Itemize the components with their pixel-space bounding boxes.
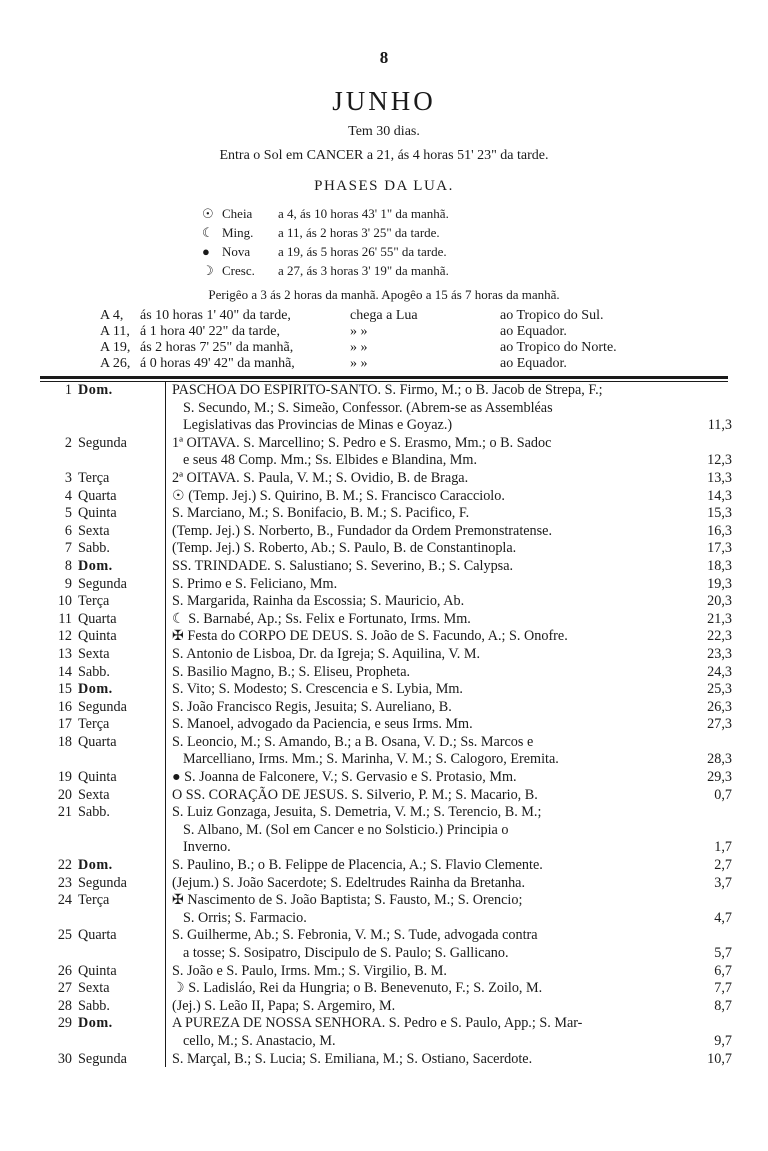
sun-entry: Entra o Sol em CANCER a 21, ás 4 horas 51' 23" da tarde. (219, 148, 549, 163)
calendar-row (40, 857, 730, 875)
phase-time: a 19, ás 5 horas 26' 55" da tarde. (278, 244, 447, 259)
calendar-row (40, 382, 730, 435)
weekday: Quarta (78, 487, 117, 504)
weekday: Segunda (78, 434, 127, 451)
feast-text: (Temp. Jej.) S. Norberto, B., Fundador da Ordem Premonstratense. (172, 522, 553, 539)
day-number: 11 (58, 610, 72, 627)
feast-text: S. Vito; S. Modesto; S. Crescencia e S. Lybia, Mm. (172, 681, 463, 698)
moon-age: 23,3 (707, 645, 732, 662)
feast-text: PASCHOA DO ESPIRITO-SANTO. S. Firmo, M.; o B. Jacob de Strepa, F.; (172, 382, 603, 398)
tropic-row: A 19, ás 2 horas 7' 25" da manhã, » » ao Tropico do Norte. (100, 340, 617, 355)
day-number: 1 (64, 382, 72, 398)
calendar-row (40, 734, 730, 769)
moon-age: 24,3 (707, 663, 732, 680)
day-number: 20 (57, 786, 72, 803)
calendar-row (40, 505, 730, 523)
feast-text: S. Paulino, B.; o B. Felippe de Placencia, A.; S. Flavio Clemente. (172, 857, 543, 874)
weekday: Sexta (78, 786, 110, 803)
feast-text: S. Marciano, M.; S. Bonifacio, B. M.; S. Pacifico, F. (172, 505, 470, 522)
feast-text: O SS. CORAÇÃO DE JESUS. S. Silverio, P. M.; S. Macario, B. (172, 786, 538, 803)
weekday: Quarta (78, 610, 117, 627)
calendar-row (40, 875, 730, 893)
moon-age: 25,3 (707, 681, 732, 698)
feast-text: S. Secundo, M.; S. Simeão, Confessor. (Abrem-se as Assembléas (183, 399, 553, 416)
day-number: 18 (57, 733, 72, 750)
feast-text: cello, M.; S. Anastacio, M. (183, 1032, 336, 1049)
new-moon-icon: ● (202, 244, 210, 259)
day-number: 3 (64, 469, 72, 486)
feast-text: ✠ Nascimento de S. João Baptista; S. Fausto, M.; S. Orencio; (172, 892, 523, 909)
feast-text: S. Manoel, advogado da Paciencia, e seus Irms. Mm. (172, 716, 473, 733)
calendar-row (40, 611, 730, 629)
feast-text: S. João Francisco Regis, Jesuita; S. Aureliano, B. (172, 698, 452, 715)
calendar-row (40, 576, 730, 594)
moon-age: 29,3 (707, 769, 732, 786)
phase-name: Cheia (222, 206, 253, 221)
feast-text: ✠ Festa do CORPO DE DEUS. S. João de S. Facundo, A.; S. Onofre. (172, 628, 568, 645)
moon-age: 4,7 (714, 909, 732, 926)
day-number: 25 (57, 927, 72, 944)
calendar-row (40, 998, 730, 1016)
calendar-row (40, 892, 730, 927)
weekday: Sabb. (78, 997, 110, 1014)
moon-age: 8,7 (714, 997, 732, 1014)
moon-age: 7,7 (714, 980, 732, 997)
calendar-row (40, 716, 730, 734)
days-count: Tem 30 dias. (348, 124, 420, 139)
feast-text: Legislativas das Provincias de Minas e Goyaz.) (183, 417, 453, 434)
weekday: Quinta (78, 505, 117, 522)
feast-text: ☾ S. Barnabé, Ap.; Ss. Felix e Fortunato, Irms. Mm. (172, 610, 471, 627)
moon-age: 3,7 (714, 874, 732, 891)
calendar-row (40, 593, 730, 611)
weekday: Terça (78, 892, 110, 909)
feast-text: S. Leoncio, M.; S. Amando, B.; a B. Osana, V. D.; Ss. Marcos e (172, 733, 534, 750)
feast-text: S. Albano, M. (Sol em Cancer e no Solsticio.) Principia o (183, 821, 509, 838)
day-number: 7 (64, 540, 72, 557)
weekday: Dom. (78, 857, 113, 874)
feast-text: A PUREZA DE NOSSA SENHORA. S. Pedro e S. Paulo, App.; S. Mar- (172, 1015, 583, 1032)
phase-time: a 4, ás 10 horas 43' 1" da manhã. (278, 206, 449, 221)
weekday: Terça (78, 593, 110, 610)
calendar-row (40, 470, 730, 488)
moon-age: 1,7 (714, 839, 732, 856)
day-number: 29 (57, 1015, 72, 1032)
day-number: 5 (64, 505, 72, 522)
feast-text: (Jejum.) S. João Sacerdote; S. Edeltrudes Rainha da Bretanha. (172, 874, 526, 891)
day-number: 4 (64, 487, 72, 504)
weekday: Sabb. (78, 804, 110, 821)
phase-time: a 27, ás 3 horas 3' 19" da manhã. (278, 263, 449, 278)
weekday: Dom. (78, 557, 113, 574)
feast-text: S. Luiz Gonzaga, Jesuita, S. Demetria, V. M.; S. Terencio, B. M.; (172, 804, 542, 821)
day-number: 16 (57, 698, 72, 715)
day-number: 6 (64, 522, 72, 539)
moon-age: 21,3 (707, 610, 732, 627)
weekday: Sabb. (78, 663, 110, 680)
calendar-row (40, 1051, 730, 1069)
feast-text: 1ª OITAVA. S. Marcellino; S. Pedro e S. Erasmo, Mm.; o B. Sadoc (172, 434, 552, 451)
calendar-row (40, 1015, 730, 1050)
moon-age: 0,7 (714, 786, 732, 803)
day-number: 9 (64, 575, 72, 592)
moon-age: 2,7 (714, 857, 732, 874)
phases-title: PHASES DA LUA. (314, 178, 454, 194)
calendar-row (40, 787, 730, 805)
calendar-row (40, 540, 730, 558)
feast-text: S. Basilio Magno, B.; S. Eliseu, Propheta. (172, 663, 411, 680)
day-number: 2 (64, 434, 72, 451)
weekday: Terça (78, 469, 110, 486)
day-number: 12 (57, 628, 72, 645)
tropic-row: A 26, á 0 horas 49' 42" da manhã, » » ao Equador. (100, 356, 567, 371)
calendar-table (40, 382, 730, 1068)
moon-age: 13,3 (707, 469, 732, 486)
feast-text: ☉ (Temp. Jej.) S. Quirino, B. M.; S. Francisco Caracciolo. (172, 487, 505, 504)
calendar-row (40, 699, 730, 717)
weekday: Quinta (78, 769, 117, 786)
calendar-row (40, 927, 730, 962)
calendar-row (40, 628, 730, 646)
feast-text: 2ª OITAVA. S. Paula, V. M.; S. Ovidio, B. de Braga. (172, 469, 469, 486)
moon-age: 28,3 (707, 751, 732, 768)
calendar-row (40, 980, 730, 998)
moon-age: 22,3 (707, 628, 732, 645)
day-number: 17 (57, 716, 72, 733)
weekday: Dom. (78, 1015, 113, 1032)
full-moon-icon: ☉ (202, 206, 214, 221)
phase-row-new-moon (202, 244, 447, 260)
moon-age: 19,3 (707, 575, 732, 592)
calendar-row (40, 769, 730, 787)
weekday: Segunda (78, 1050, 127, 1067)
calendar-row (40, 681, 730, 699)
month-title: JUNHO (332, 86, 436, 116)
day-number: 22 (57, 857, 72, 874)
day-number: 10 (57, 593, 72, 610)
moon-age: 17,3 (707, 540, 732, 557)
waning-moon-icon: ☾ (202, 225, 214, 240)
calendar-row (40, 963, 730, 981)
phase-row-full-moon (202, 206, 449, 222)
moon-age: 15,3 (707, 505, 732, 522)
phase-name: Nova (222, 244, 251, 259)
weekday: Segunda (78, 575, 127, 592)
feast-text: (Temp. Jej.) S. Roberto, Ab.; S. Paulo, B. de Constantinopla. (172, 540, 517, 557)
calendar-row (40, 558, 730, 576)
weekday: Terça (78, 716, 110, 733)
weekday: Quarta (78, 733, 117, 750)
weekday: Dom. (78, 681, 113, 698)
feast-text: ☽ S. Ladisláo, Rei da Hungria; o B. Benevenuto, F.; S. Zoilo, M. (172, 980, 543, 997)
moon-age: 14,3 (707, 487, 732, 504)
feast-text: S. Margarida, Rainha da Escossia; S. Mauricio, Ab. (172, 593, 465, 610)
weekday: Sexta (78, 522, 110, 539)
calendar-row (40, 804, 730, 857)
moon-age: 5,7 (714, 945, 732, 961)
day-number: 14 (57, 663, 72, 680)
weekday: Quinta (78, 962, 117, 979)
moon-age: 11,3 (707, 417, 732, 434)
day-number: 24 (57, 892, 72, 909)
calendar-row (40, 523, 730, 541)
phase-row-last-quarter (202, 225, 440, 241)
weekday: Sexta (78, 645, 110, 662)
day-number: 21 (57, 804, 72, 821)
phase-name: Ming. (222, 225, 254, 240)
feast-text: Marcelliano, Irms. Mm.; S. Marinha, V. M.; S. Calogoro, Eremita. (183, 751, 559, 768)
tropic-row: A 11, á 1 hora 40' 22" da tarde, » » ao Equador. (100, 324, 567, 339)
day-number: 30 (57, 1050, 72, 1067)
weekday: Sabb. (78, 540, 110, 557)
feast-text: a tosse; S. Sosipatro, Discipulo de S. Paulo; S. Gallicano. (183, 945, 509, 961)
weekday: Quarta (78, 927, 117, 944)
feast-text: SS. TRINDADE. S. Salustiano; S. Severino, B.; S. Calypsa. (172, 557, 514, 574)
weekday: Segunda (78, 698, 127, 715)
day-number: 23 (57, 874, 72, 891)
feast-text: S. Orris; S. Farmacio. (183, 909, 307, 926)
day-number: 8 (64, 557, 72, 574)
weekday: Segunda (78, 874, 127, 891)
moon-age: 10,7 (707, 1050, 732, 1067)
phase-row-first-quarter (202, 263, 449, 279)
calendar-row (40, 435, 730, 470)
day-number: 19 (57, 769, 72, 786)
calendar-row (40, 646, 730, 664)
feast-text: e seus 48 Comp. Mm.; Ss. Elbides e Blandina, Mm. (183, 452, 477, 469)
feast-text: S. Primo e S. Feliciano, Mm. (172, 575, 338, 592)
weekday: Quinta (78, 628, 117, 645)
feast-text: Inverno. (183, 839, 231, 856)
moon-age: 12,3 (707, 452, 732, 469)
day-number: 13 (57, 645, 72, 662)
tropic-row: A 4, ás 10 horas 1' 40" da tarde, chega a Lua ao Tropico do Sul. (100, 308, 604, 323)
moon-age: 26,3 (707, 698, 732, 715)
weekday: Dom. (78, 382, 113, 398)
calendar-row (40, 664, 730, 682)
weekday: Sexta (78, 980, 110, 997)
moon-age: 6,7 (714, 962, 732, 979)
perigee-apogee: Perigêo a 3 ás 2 horas da manhã. Apogêo a 15 ás 7 horas da manhã. (208, 287, 560, 302)
feast-text: ● S. Joanna de Falconere, V.; S. Gervasio e S. Protasio, Mm. (172, 769, 517, 786)
calendar-row (40, 488, 730, 506)
feast-text: S. João e S. Paulo, Irms. Mm.; S. Virgilio, B. M. (172, 962, 447, 979)
waxing-moon-icon: ☽ (202, 263, 214, 278)
day-number: 28 (57, 997, 72, 1014)
page-number: 8 (379, 48, 389, 67)
moon-age: 16,3 (707, 522, 732, 539)
feast-text: (Jej.) S. Leão II, Papa; S. Argemiro, M. (172, 997, 396, 1014)
day-number: 26 (57, 962, 72, 979)
day-number: 15 (57, 681, 72, 698)
feast-text: S. Guilherme, Ab.; S. Febronia, V. M.; S. Tude, advogada contra (172, 927, 538, 944)
moon-age: 20,3 (707, 593, 732, 610)
feast-text: S. Antonio de Lisboa, Dr. da Igreja; S. Aquilina, V. M. (172, 645, 481, 662)
phase-name: Cresc. (222, 263, 255, 278)
day-number: 27 (57, 980, 72, 997)
moon-age: 9,7 (714, 1032, 732, 1049)
moon-age: 18,3 (707, 557, 732, 574)
phase-time: a 11, ás 2 horas 3' 25" da tarde. (278, 225, 440, 240)
moon-age: 27,3 (707, 716, 732, 733)
feast-text: S. Marçal, B.; S. Lucia; S. Emiliana, M.; S. Ostiano, Sacerdote. (172, 1050, 533, 1067)
